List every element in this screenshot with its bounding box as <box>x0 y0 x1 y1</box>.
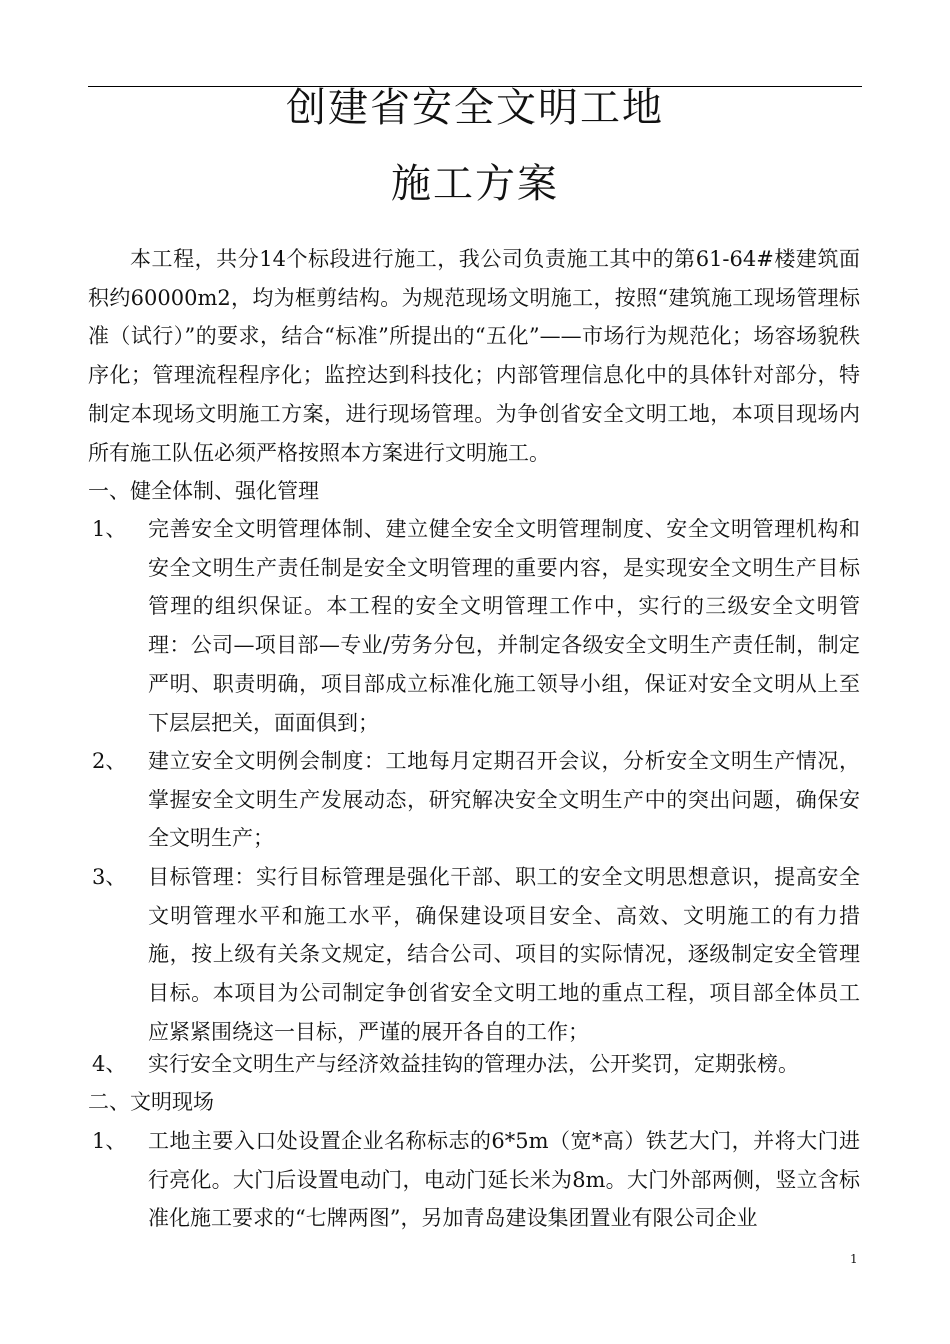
item-text: 实行安全文明生产与经济效益挂钩的管理办法，公开奖罚，定期张榜。 <box>148 1052 799 1076</box>
section-2-heading: 二、文明现场 <box>88 1090 214 1114</box>
intro-paragraph: 本工程，共分14个标段进行施工，我公司负责施工其中的第61-64#楼建筑面积约60000m2，均为框剪结构。为规范现场文明施工，按照“建筑施工现场管理标准（试行）”的要求，结合“标准”所提出的“五化”——市场行为规范化；场容场貌秩序化；管理流程程序化；监控达到科技化；内部管理信息化中的具体针对部分，特制定本现场文明施工方案，进行现场管理。为争创省安全文明工地，本项目现场内所有施工队伍必须严格按照本方案进行文明施工。 <box>88 247 860 465</box>
list-item <box>88 1122 860 1238</box>
page-number: 1 <box>850 1252 858 1266</box>
item-text: 工地主要入口处设置企业名称标志的6*5m（宽*高）铁艺大门，并将大门进行亮化。大门后设置电动门，电动门延长米为8m。大门外部两侧，竖立含标准化施工要求的“七牌两图”，另加青岛建设集团置业有限公司企业 <box>148 1129 860 1231</box>
document-subtitle: 施工方案 <box>391 161 559 207</box>
item-text: 完善安全文明管理体制、建立健全安全文明管理制度、安全文明管理机构和安全文明生产责任制是安全文明管理的重要内容，是实现安全文明生产目标管理的组织保证。本工程的安全文明管理工作中，实行的三级安全文明管理：公司—项目部—专业/劳务分包，并制定各级安全文明生产责任制，制定严明、职责明确，项目部成立标准化施工领导小组，保证对安全文明从上至下层层把关，面面俱到； <box>148 517 860 735</box>
item-number: 1、 <box>92 517 127 541</box>
item-text: 目标管理：实行目标管理是强化干部、职工的安全文明思想意识，提高安全文明管理水平和施工水平，确保建设项目安全、高效、文明施工的有力措施，按上级有关条文规定，结合公司、项目的实际情况，逐级制定安全管理目标。本项目为公司制定争创省安全文明工地的重点工程，项目部全体员工应紧紧围绕这一目标，严谨的展开各自的工作； <box>148 865 860 1044</box>
list-item <box>88 858 860 1052</box>
item-number: 2、 <box>92 749 127 773</box>
list-item <box>88 742 860 858</box>
list-item <box>88 510 860 742</box>
section-1-heading: 一、健全体制、强化管理 <box>88 479 319 503</box>
item-number: 3、 <box>92 865 127 889</box>
item-number: 4、 <box>92 1052 127 1076</box>
item-number: 1、 <box>92 1129 127 1153</box>
item-text: 建立安全文明例会制度：工地每月定期召开会议，分析安全文明生产情况，掌握安全文明生产发展动态，研究解决安全文明生产中的突出问题，确保安全文明生产； <box>148 749 860 851</box>
document-title: 创建省安全文明工地 <box>286 85 664 131</box>
list-item <box>88 1045 860 1084</box>
